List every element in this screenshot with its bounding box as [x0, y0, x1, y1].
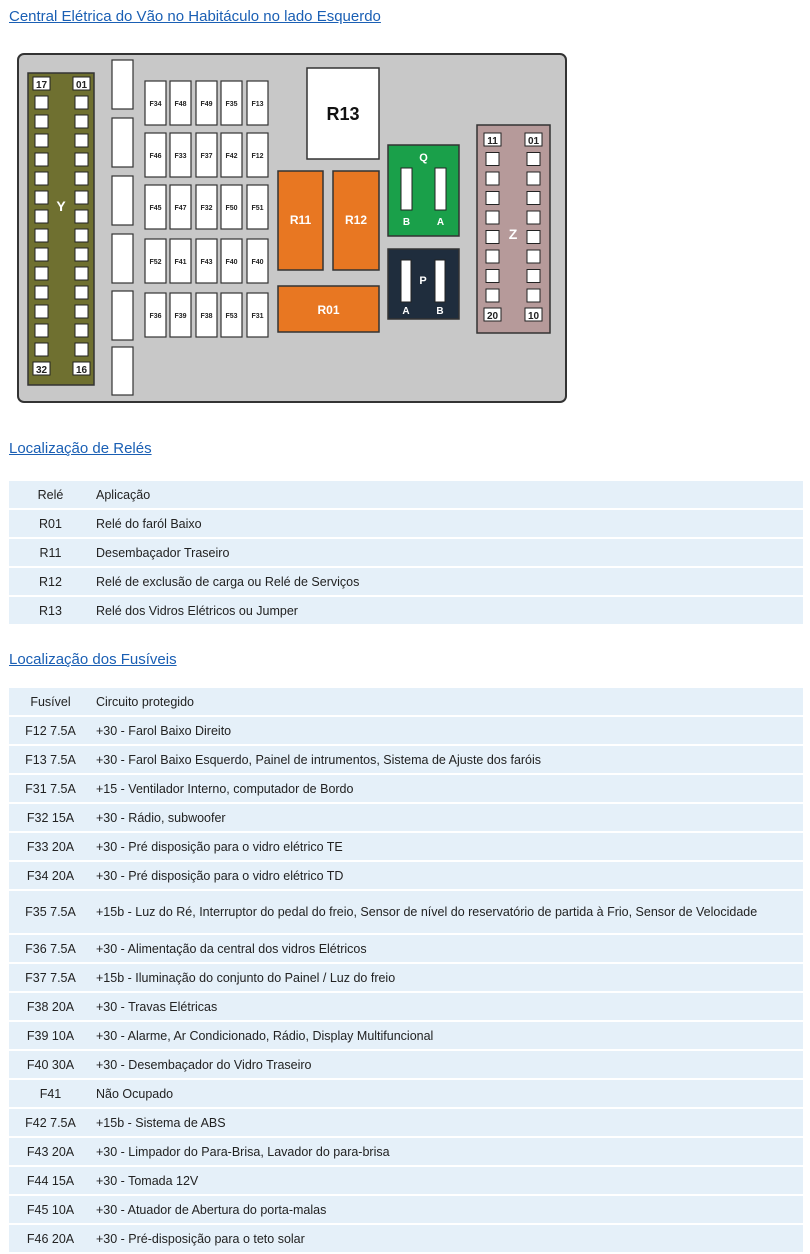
connector-pin [35, 286, 48, 299]
connector-pin [486, 211, 499, 224]
fuses-heading-link[interactable]: Localização dos Fusíveis [9, 651, 177, 668]
fuse-label: F52 [149, 259, 162, 266]
fuse-label: F45 [149, 205, 162, 212]
fuse-label: F13 [251, 101, 264, 108]
table-header-row [9, 688, 803, 715]
connector-pin [35, 191, 48, 204]
table-cell: F39 10A [9, 1022, 92, 1049]
table-cell: F40 30A [9, 1051, 92, 1078]
connector-pin [527, 231, 540, 244]
connector-pin [527, 172, 540, 185]
table-cell: F33 20A [9, 833, 92, 860]
table-row [9, 717, 803, 744]
table-row [9, 568, 803, 595]
fuse-label: F40 [251, 259, 264, 266]
fuse-label: F36 [149, 313, 162, 320]
table-row [9, 804, 803, 831]
relay-table [9, 479, 803, 626]
table-cell: R13 [9, 597, 92, 624]
connector-pin [527, 289, 540, 302]
fuse-label: F39 [174, 313, 187, 320]
table-cell: F45 10A [9, 1196, 92, 1223]
relay-r11-label: R11 [289, 213, 312, 227]
connector-z-label: Z [508, 226, 518, 242]
table-row [9, 993, 803, 1020]
fuse-label: F31 [251, 313, 264, 320]
connector-pin [75, 210, 88, 223]
connector-pin [35, 324, 48, 337]
connector-pin [35, 267, 48, 280]
connector-pin [486, 192, 499, 205]
connector-pin [486, 231, 499, 244]
relays-heading-link[interactable]: Localização de Relés [9, 440, 152, 457]
table-cell: F43 20A [9, 1138, 92, 1165]
relay-r12-label: R12 [344, 213, 368, 227]
table-row [9, 1051, 803, 1078]
connector-pin [75, 115, 88, 128]
connector-pin [75, 191, 88, 204]
connector-pin [35, 172, 48, 185]
connector-pin [75, 248, 88, 261]
fuse-label: F43 [200, 259, 213, 266]
connector-pin [35, 305, 48, 318]
table-cell: +30 - Farol Baixo Esquerdo, Painel de intrumentos, Sistema de Ajuste dos faróis [92, 746, 803, 773]
connector-pin [75, 134, 88, 147]
fuse-label: F41 [174, 259, 187, 266]
connector-pin [35, 96, 48, 109]
pin-label: 01 [75, 80, 88, 91]
table-cell: +30 - Atuador de Abertura do porta-malas [92, 1196, 803, 1223]
table-cell: F13 7.5A [9, 746, 92, 773]
fuse-label: F34 [149, 101, 162, 108]
connector-pin [486, 250, 499, 263]
fuse-label: F50 [225, 205, 238, 212]
table-row [9, 935, 803, 962]
table-cell: F36 7.5A [9, 935, 92, 962]
table-cell: +30 - Rádio, subwoofer [92, 804, 803, 831]
connector-pin [527, 153, 540, 166]
pin-label: 10 [527, 311, 540, 322]
pin-label: 01 [527, 136, 540, 147]
fuse-label: F40 [225, 259, 238, 266]
module-p-pin-right: B [436, 306, 444, 317]
connector-pin [75, 172, 88, 185]
table-cell: +15b - Iluminação do conjunto do Painel / Luz do freio [92, 964, 803, 991]
connector-pin [35, 229, 48, 242]
table-cell: F37 7.5A [9, 964, 92, 991]
table-cell: +30 - Pré-disposição para o teto solar [92, 1225, 803, 1252]
fuse-label: F12 [251, 153, 264, 160]
page-title-link[interactable]: Central Elétrica do Vão no Habitáculo no lado Esquerdo [9, 8, 381, 25]
table-cell: +30 - Farol Baixo Direito [92, 717, 803, 744]
fuse-label: F42 [225, 153, 238, 160]
table-row [9, 1022, 803, 1049]
fuse-label: F48 [174, 101, 187, 108]
table-cell: +30 - Pré disposição para o vidro elétrico TD [92, 862, 803, 889]
connector-pin [75, 286, 88, 299]
fuse-table [9, 686, 803, 1254]
table-row [9, 1109, 803, 1136]
table-cell: +30 - Travas Elétricas [92, 993, 803, 1020]
fuse-label: F49 [200, 101, 213, 108]
connector-pin [527, 192, 540, 205]
table-row [9, 891, 803, 933]
table-cell: F38 20A [9, 993, 92, 1020]
table-row [9, 746, 803, 773]
connector-pin [75, 96, 88, 109]
connector-pin [486, 289, 499, 302]
table-row [9, 510, 803, 537]
table-cell: F12 7.5A [9, 717, 92, 744]
fuse-label: F38 [200, 313, 213, 320]
pin-label: 32 [35, 365, 48, 376]
connector-pin [75, 267, 88, 280]
fuse-label: F46 [149, 153, 162, 160]
relay-r13-label: R13 [326, 104, 360, 124]
pin-label: 16 [75, 365, 88, 376]
fuse-label: F33 [174, 153, 187, 160]
table-cell: R12 [9, 568, 92, 595]
connector-pin [75, 153, 88, 166]
connector-pin [75, 229, 88, 242]
connector-pin [35, 115, 48, 128]
table-header-row [9, 481, 803, 508]
pin-label: 17 [35, 80, 48, 91]
connector-pin [527, 270, 540, 283]
fuse-label: F32 [200, 205, 213, 212]
table-row [9, 1138, 803, 1165]
table-row [9, 862, 803, 889]
pin-label: 20 [486, 311, 499, 322]
table-cell: Relé de exclusão de carga ou Relé de Serviços [92, 568, 803, 595]
connector-pin [35, 248, 48, 261]
table-cell: Relé dos Vidros Elétricos ou Jumper [92, 597, 803, 624]
table-cell: F34 20A [9, 862, 92, 889]
table-cell: +30 - Tomada 12V [92, 1167, 803, 1194]
connector-pin [35, 343, 48, 356]
module-q-pin-left: B [402, 217, 411, 228]
connector-pin [35, 153, 48, 166]
relay-r01-label: R01 [317, 303, 340, 317]
table-cell: F32 15A [9, 804, 92, 831]
table-cell: +30 - Pré disposição para o vidro elétrico TE [92, 833, 803, 860]
table-row [9, 1167, 803, 1194]
table-cell: Não Ocupado [92, 1080, 803, 1107]
table-row [9, 1080, 803, 1107]
table-row [9, 775, 803, 802]
connector-pin [75, 305, 88, 318]
table-row [9, 597, 803, 624]
table-cell: Desembaçador Traseiro [92, 539, 803, 566]
table-cell: F44 15A [9, 1167, 92, 1194]
fuse-label: F51 [251, 205, 264, 212]
fuse-label: F37 [200, 153, 213, 160]
fuse-label: F47 [174, 205, 187, 212]
connector-pin [35, 134, 48, 147]
table-cell: Relé do faról Baixo [92, 510, 803, 537]
table-row [9, 1196, 803, 1223]
table-cell: F41 [9, 1080, 92, 1107]
table-cell: F35 7.5A [9, 891, 92, 933]
table-row [9, 833, 803, 860]
fuse-box-diagram [17, 53, 569, 405]
connector-pin [35, 210, 48, 223]
table-cell: F31 7.5A [9, 775, 92, 802]
table-cell: F46 20A [9, 1225, 92, 1252]
connector-pin [486, 153, 499, 166]
fuse-grid [145, 81, 268, 337]
connector-pin [75, 343, 88, 356]
connector-pin [486, 172, 499, 185]
table-header-cell: Circuito protegido [92, 688, 803, 715]
table-cell: R01 [9, 510, 92, 537]
module-q-pin-right: A [436, 217, 445, 228]
connector-pin [75, 324, 88, 337]
connector-pin [527, 250, 540, 263]
table-cell: +30 - Limpador do Para-Brisa, Lavador do para-brisa [92, 1138, 803, 1165]
connector-pin [527, 211, 540, 224]
table-row [9, 1225, 803, 1252]
connector-y-label: Y [56, 198, 66, 214]
module-q-label: Q [419, 152, 428, 164]
table-header-cell: Aplicação [92, 481, 803, 508]
table-row [9, 539, 803, 566]
table-cell: +30 - Alarme, Ar Condicionado, Rádio, Display Multifuncional [92, 1022, 803, 1049]
table-row [9, 964, 803, 991]
table-cell: R11 [9, 539, 92, 566]
module-p-pin-left: A [402, 306, 410, 317]
table-cell: F42 7.5A [9, 1109, 92, 1136]
table-cell: +15 - Ventilador Interno, computador de Bordo [92, 775, 803, 802]
module-p-label: P [419, 275, 427, 287]
connector-pin [486, 270, 499, 283]
table-cell: +30 - Desembaçador do Vidro Traseiro [92, 1051, 803, 1078]
table-cell: +15b - Luz do Ré, Interruptor do pedal do freio, Sensor de nível do reservatório de partida à Frio, Sensor de Velocidade [92, 891, 803, 933]
fuse-label: F35 [225, 101, 238, 108]
table-header-cell: Relé [9, 481, 92, 508]
table-cell: +30 - Alimentação da central dos vidros Elétricos [92, 935, 803, 962]
pin-label: 11 [487, 136, 498, 147]
table-cell: +15b - Sistema de ABS [92, 1109, 803, 1136]
fuse-label: F53 [225, 313, 238, 320]
table-header-cell: Fusível [9, 688, 92, 715]
